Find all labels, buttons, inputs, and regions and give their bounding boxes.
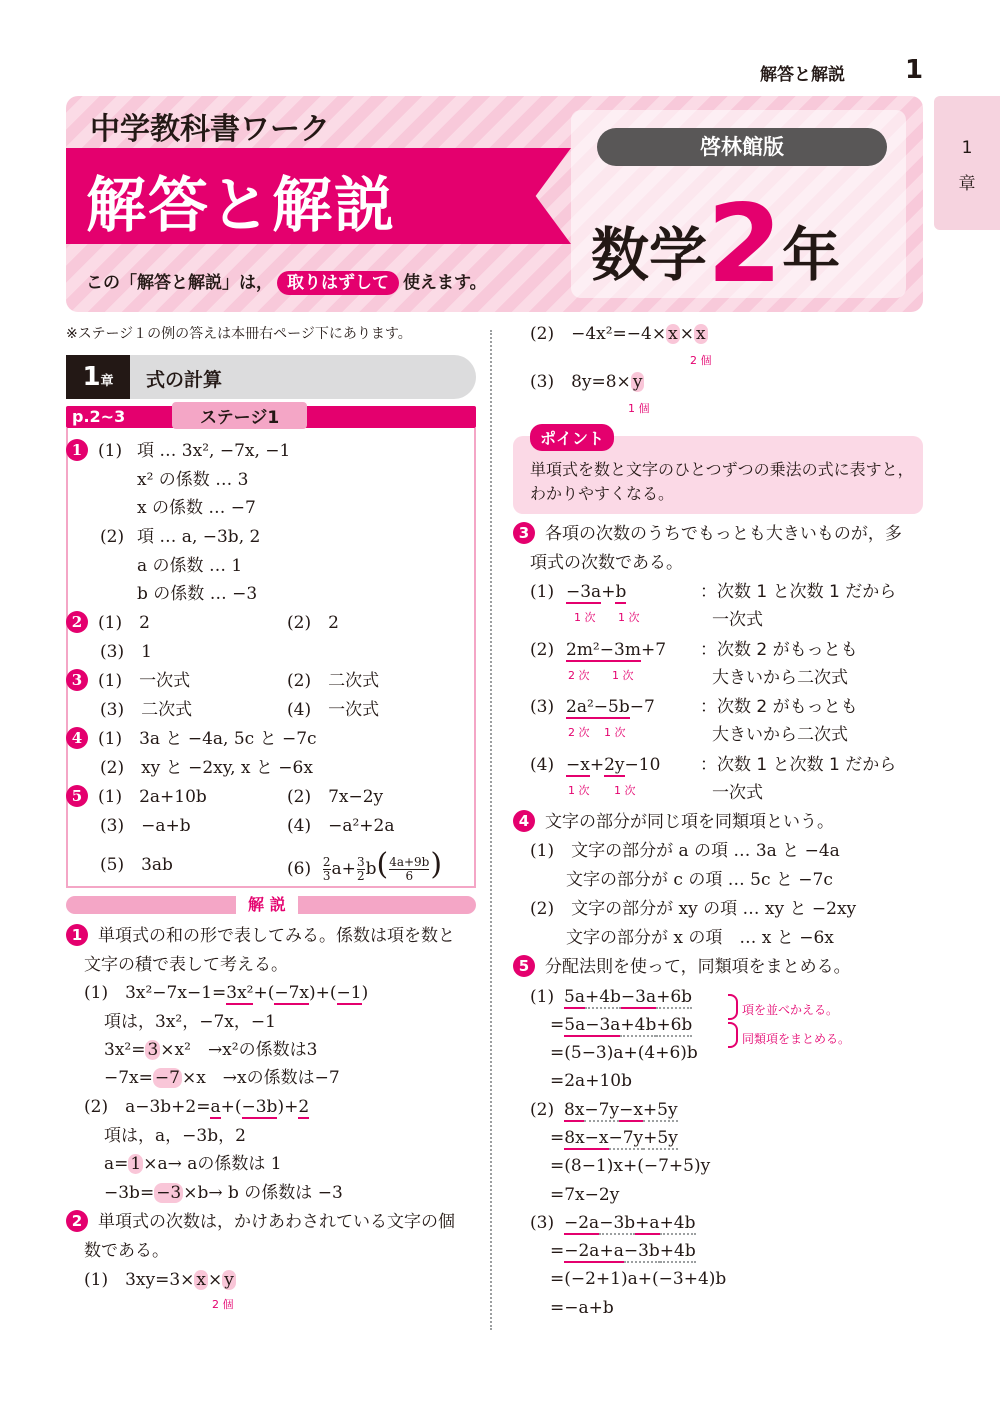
highlight: −7 xyxy=(154,1068,180,1088)
annotation: 2 個 xyxy=(690,354,712,367)
underlined-term: 2a² xyxy=(566,697,594,717)
expl-q5 xyxy=(513,955,851,979)
seg: (2) −4x²=−4× xyxy=(530,324,667,344)
seg: = xyxy=(550,1241,565,1261)
expl-text: 単項式の和の形で表してみる。係数は項を数と xyxy=(98,926,455,946)
seg: (2) a−3b+2= xyxy=(84,1097,211,1117)
stage-bar xyxy=(66,406,476,428)
degree-note: 一次式 xyxy=(712,610,763,630)
chapter-number-box xyxy=(66,355,130,399)
answer-q1 xyxy=(66,439,122,463)
expl-text: 項式の次数である。 xyxy=(530,553,683,573)
expl-text: 各項の次数のうちでもっとも大きいものが，多 xyxy=(545,524,902,544)
answer-line: b の係数 … −3 xyxy=(137,584,258,604)
degree-expr xyxy=(566,753,660,777)
sub-label: (2) xyxy=(530,1100,555,1120)
seg: (1) 3xy=3× xyxy=(84,1270,195,1290)
highlight: 1 xyxy=(130,1154,142,1174)
sub-label: (4) xyxy=(530,755,555,775)
underlined-term: +a xyxy=(599,1241,624,1261)
expl-text: 文字の積で表して考える。 xyxy=(84,955,288,975)
expl-formula xyxy=(84,981,368,1005)
expl-line: 文字の部分が x の項 … x と −6x xyxy=(566,928,834,948)
expl-formula: =2a+10b xyxy=(550,1071,632,1091)
seg: ×a→ aの係数は 1 xyxy=(143,1154,282,1174)
question-badge: 1 xyxy=(66,924,88,946)
underlined-term: −3a xyxy=(566,582,602,602)
seg: −7 xyxy=(629,697,655,717)
underlined-term: −3a xyxy=(585,1015,621,1035)
subject-box xyxy=(571,110,906,307)
answer-q4 xyxy=(66,727,317,751)
seg: (1) 3x²−7x−1= xyxy=(84,983,227,1003)
answer-line: (2) xy と −2xy, x と −6x xyxy=(100,758,313,778)
question-badge: 4 xyxy=(513,810,535,832)
answer-line: (5) 3ab xyxy=(100,855,173,875)
annotation: 1 次 xyxy=(568,784,590,797)
highlight: 3 xyxy=(147,1040,159,1060)
answer-line: (1) 3a と −4a, 5c と −7c xyxy=(98,729,317,749)
underlined-term: −5b xyxy=(593,697,630,717)
stage-note: ※ステージ１の例の答えは本冊右ページ下にあります。 xyxy=(66,326,412,342)
denominator: 2 xyxy=(356,869,365,883)
question-badge: 2 xyxy=(66,1210,88,1232)
annotation: 項を並べかえる。 xyxy=(742,1003,839,1017)
seg: (3) 8y=8× xyxy=(530,372,631,392)
degree-note: 大きいから二次式 xyxy=(712,668,848,688)
chapter-side-tab xyxy=(934,96,1000,230)
page-number: 1 xyxy=(905,55,924,85)
answer-line: (3) −a+b xyxy=(100,816,191,836)
annotation: 1 次 xyxy=(574,611,596,624)
bracket xyxy=(728,994,738,1020)
expl-q2 xyxy=(66,1210,455,1234)
dotted-term: +4b xyxy=(659,1213,696,1233)
answer-q2 xyxy=(66,611,150,635)
expl-formula xyxy=(564,985,692,1009)
main-title: 解答と解説 xyxy=(86,171,396,241)
underlined-term: −3m xyxy=(599,640,641,660)
expl-line xyxy=(104,1181,343,1205)
annotation: 2 次 xyxy=(568,669,590,682)
underlined-term: −x xyxy=(584,1128,609,1148)
seg: −7x= xyxy=(104,1068,153,1088)
answer-line: (3) 二次式 xyxy=(100,700,193,720)
underlined-term: 8x xyxy=(564,1100,585,1120)
chapter-unit: 章 xyxy=(100,374,114,389)
point-text: わかりやすくなる。 xyxy=(530,484,675,503)
answer-fraction-line: (6) $\frac{2}{3}$ a+ $\frac{3}{2}$ b( $\frac{4a+9b}{6}$ ) xyxy=(287,847,443,883)
sub-label: (3) xyxy=(530,1213,555,1233)
underlined-term: −3b xyxy=(241,1097,278,1117)
degree-note: ：次数 1 と次数 1 だから xyxy=(700,582,897,602)
expl-q4 xyxy=(513,810,834,834)
expl-line xyxy=(104,1038,317,1062)
expl-text: 分配法則を使って，同類項をまとめる。 xyxy=(545,957,851,977)
seg: + xyxy=(589,755,605,775)
underlined-term: −x xyxy=(619,1100,643,1120)
dotted-term: −3b xyxy=(599,1213,636,1233)
answer-line: (2) 7x−2y xyxy=(287,787,384,807)
subtitle-pre: この「解答と解説」は， xyxy=(86,273,273,293)
annotation: 1 次 xyxy=(604,726,626,739)
title-banner xyxy=(66,96,923,312)
expl-line xyxy=(104,1066,340,1090)
expl-text: 数である。 xyxy=(84,1241,169,1261)
expl-formula xyxy=(550,1239,696,1263)
expl-formula: =(8−1)x+(−7+5)y xyxy=(550,1156,711,1176)
annotation: 1 次 xyxy=(614,784,636,797)
stage-label: ステージ1 xyxy=(172,402,307,429)
degree-note: 大きいから二次式 xyxy=(712,725,848,745)
dotted-term: +5y xyxy=(643,1128,678,1148)
highlight: −3 xyxy=(156,1183,182,1203)
stage-pages: p.2~3 xyxy=(72,407,126,426)
expl-formula: =−a+b xyxy=(550,1298,614,1318)
subtitle-pill: 取りはずして xyxy=(277,271,399,295)
seg: a= xyxy=(104,1154,129,1174)
column-divider xyxy=(490,330,492,1330)
sub-label: (1) xyxy=(98,441,123,461)
explanation-label: 解 説 xyxy=(236,892,298,915)
underlined-term: +a xyxy=(635,1213,660,1233)
dotted-term: +5y xyxy=(642,1100,678,1120)
expl-formula: =(5−3)a+(4+6)b xyxy=(550,1043,698,1063)
seg: × xyxy=(208,1270,223,1290)
underlined-term: 3x² xyxy=(226,983,254,1003)
answer-line: (1) 2a+10b xyxy=(98,787,207,807)
underlined-term: 8x xyxy=(564,1128,585,1148)
series-name: 中学教科書ワーク xyxy=(90,112,330,147)
seg: )+( xyxy=(309,983,337,1003)
underlined-term: 2y xyxy=(604,755,625,775)
seg: +( xyxy=(220,1097,242,1117)
dotted-term: +6b xyxy=(656,1015,693,1035)
answer-line: (4) 一次式 xyxy=(287,700,380,720)
numerator: 3 xyxy=(356,855,365,869)
subtitle-post: 使えます。 xyxy=(403,273,487,293)
seg: −3b= xyxy=(104,1183,155,1203)
seg: = xyxy=(550,1128,565,1148)
grade-number: 2 xyxy=(707,182,783,307)
grade-suffix: 年 xyxy=(782,221,841,289)
dotted-term: −7y xyxy=(608,1128,644,1148)
answer-line: (3) 1 xyxy=(100,642,152,662)
chapter-title: 式の計算 xyxy=(146,369,223,391)
side-tab-number: 1 xyxy=(961,138,973,158)
seg: ×x² →x²の係数は3 xyxy=(160,1040,318,1060)
expl-line xyxy=(104,1152,282,1176)
chapter-header xyxy=(66,355,476,399)
numerator: 4a+9b xyxy=(389,855,430,869)
expl-q3 xyxy=(513,522,902,546)
expl-line: 項は，3x²，−7x，−1 xyxy=(104,1012,276,1032)
expl-line: 文字の部分が c の項 … 5c と −7c xyxy=(566,870,833,890)
subject-name: 数学 xyxy=(591,221,708,289)
answer-line: 項 … 3x², −7x, −1 xyxy=(137,441,291,461)
dotted-term: −3b xyxy=(623,1241,660,1261)
denominator: 3 xyxy=(322,869,331,883)
degree-expr xyxy=(566,580,626,604)
point-text: 単項式を数と文字のひとつずつの乗法の式に表すと， xyxy=(530,460,914,479)
answer-line: 項 … a, −3b, 2 xyxy=(137,527,261,547)
highlight: y xyxy=(224,1270,234,1290)
fraction xyxy=(357,856,365,883)
underlined-term: 5a xyxy=(564,987,585,1007)
banner-subtitle xyxy=(86,268,487,293)
expl-formula xyxy=(530,322,708,346)
expl-formula xyxy=(564,1211,696,1235)
dotted-term: −7y xyxy=(584,1100,620,1120)
seg: × xyxy=(679,324,694,344)
underlined-term: a xyxy=(210,1097,221,1117)
question-badge: 1 xyxy=(66,439,88,461)
highlight: y xyxy=(632,372,643,392)
answer-line: x² の係数 … 3 xyxy=(137,470,249,490)
underlined-term: 5a xyxy=(564,1015,586,1035)
chapter-number: 1 xyxy=(82,362,101,392)
underlined-term: −2a xyxy=(564,1213,600,1233)
expl-line: (2) 文字の部分が xy の項 … xy と −2xy xyxy=(530,899,857,919)
degree-note: ：次数 1 と次数 1 だから xyxy=(700,755,897,775)
seg: ) xyxy=(361,983,369,1003)
annotation: 同類項をまとめる。 xyxy=(742,1032,851,1046)
running-header: 解答と解説 xyxy=(760,65,845,85)
answer-line: (2) 二次式 xyxy=(287,671,380,691)
underlined-term: 2m² xyxy=(566,640,600,660)
annotation: 2 次 xyxy=(568,726,590,739)
expl-formula: =7x−2y xyxy=(550,1185,620,1205)
annotation: 2 個 xyxy=(212,1298,234,1311)
term: b xyxy=(365,859,377,879)
underlined-term: b xyxy=(615,582,627,602)
answer-line: (1) 2 xyxy=(98,613,150,633)
answer-line: (2) 2 xyxy=(287,613,339,633)
expl-formula xyxy=(84,1095,309,1119)
expl-formula xyxy=(550,1126,678,1150)
dotted-term: +4b xyxy=(659,1241,696,1261)
degree-note: ：次数 2 がもっとも xyxy=(700,697,858,717)
underlined-term: −1 xyxy=(336,983,362,1003)
answer-line: (1) 一次式 xyxy=(98,671,191,691)
underlined-term: −2a xyxy=(564,1241,600,1261)
underlined-term: −7x xyxy=(274,983,310,1003)
question-badge: 5 xyxy=(66,785,88,807)
seg: = xyxy=(550,1015,565,1035)
expl-formula xyxy=(564,1098,678,1122)
seg: 3x²= xyxy=(104,1040,146,1060)
expl-text: 文字の部分が同じ項を同類項という。 xyxy=(545,812,834,832)
answer-q5 xyxy=(66,785,207,809)
denominator: 6 xyxy=(405,869,414,883)
question-badge: 2 xyxy=(66,611,88,633)
seg: ×x →xの係数は−7 xyxy=(181,1068,340,1088)
answer-line: a の係数 … 1 xyxy=(137,556,243,576)
publisher-pill: 啓林館版 xyxy=(597,128,887,166)
dotted-term: +6b xyxy=(656,987,693,1007)
degree-note: ：次数 2 がもっとも xyxy=(700,640,858,660)
annotation: 1 次 xyxy=(618,611,640,624)
sub-label: (2) xyxy=(530,640,555,660)
expl-formula xyxy=(530,370,644,394)
sub-label: (2) xyxy=(100,527,125,547)
seg: )+ xyxy=(277,1097,299,1117)
sub-label: (3) xyxy=(530,697,555,717)
seg: +( xyxy=(253,983,275,1003)
answer-line: x の係数 … −7 xyxy=(137,498,256,518)
underlined-term: −x xyxy=(566,755,590,775)
answer-line: (4) −a²+2a xyxy=(287,816,395,836)
question-badge: 3 xyxy=(513,522,535,544)
highlight: x xyxy=(668,324,678,344)
term: a+ xyxy=(331,859,356,879)
fraction xyxy=(323,856,331,883)
underlined-term: −3a xyxy=(620,987,657,1007)
expl-formula xyxy=(550,1013,692,1037)
expl-formula xyxy=(84,1268,236,1292)
explanation-header xyxy=(66,896,476,914)
expl-line: 項は，a，−3b，2 xyxy=(104,1126,246,1146)
answer-q3 xyxy=(66,669,190,693)
seg: +7 xyxy=(640,640,667,660)
annotation: 1 次 xyxy=(612,669,634,682)
seg: ×b→ b の係数は −3 xyxy=(183,1183,343,1203)
sub-label: (1) xyxy=(530,987,555,1007)
point-label: ポイント xyxy=(530,424,614,451)
bracket xyxy=(728,1022,738,1048)
dotted-term: +4b xyxy=(584,987,621,1007)
numerator: 2 xyxy=(322,855,331,869)
side-tab-chapter: 章 xyxy=(958,174,976,194)
degree-expr xyxy=(566,695,655,719)
question-badge: 3 xyxy=(66,669,88,691)
degree-expr xyxy=(566,638,666,662)
subject-grade xyxy=(591,182,840,307)
highlight: x xyxy=(196,1270,206,1290)
question-badge: 5 xyxy=(513,955,535,977)
sub-label: (1) xyxy=(530,582,555,602)
seg: −10 xyxy=(624,755,661,775)
annotation: 1 個 xyxy=(628,402,650,415)
seg: + xyxy=(601,582,616,602)
expl-line: (1) 文字の部分が a の項 … 3a と −4a xyxy=(530,841,840,861)
expl-text: 単項式の次数は，かけあわされている文字の個 xyxy=(98,1212,455,1232)
highlight: x xyxy=(695,324,706,344)
expl-q1 xyxy=(66,924,455,948)
sub-label: (6) xyxy=(287,859,312,879)
underlined-term: 2 xyxy=(298,1097,310,1117)
question-badge: 4 xyxy=(66,727,88,749)
expl-formula: =(−2+1)a+(−3+4)b xyxy=(550,1269,727,1289)
degree-note: 一次式 xyxy=(712,783,763,803)
fraction xyxy=(389,856,429,883)
dotted-term: +4b xyxy=(620,1015,657,1035)
